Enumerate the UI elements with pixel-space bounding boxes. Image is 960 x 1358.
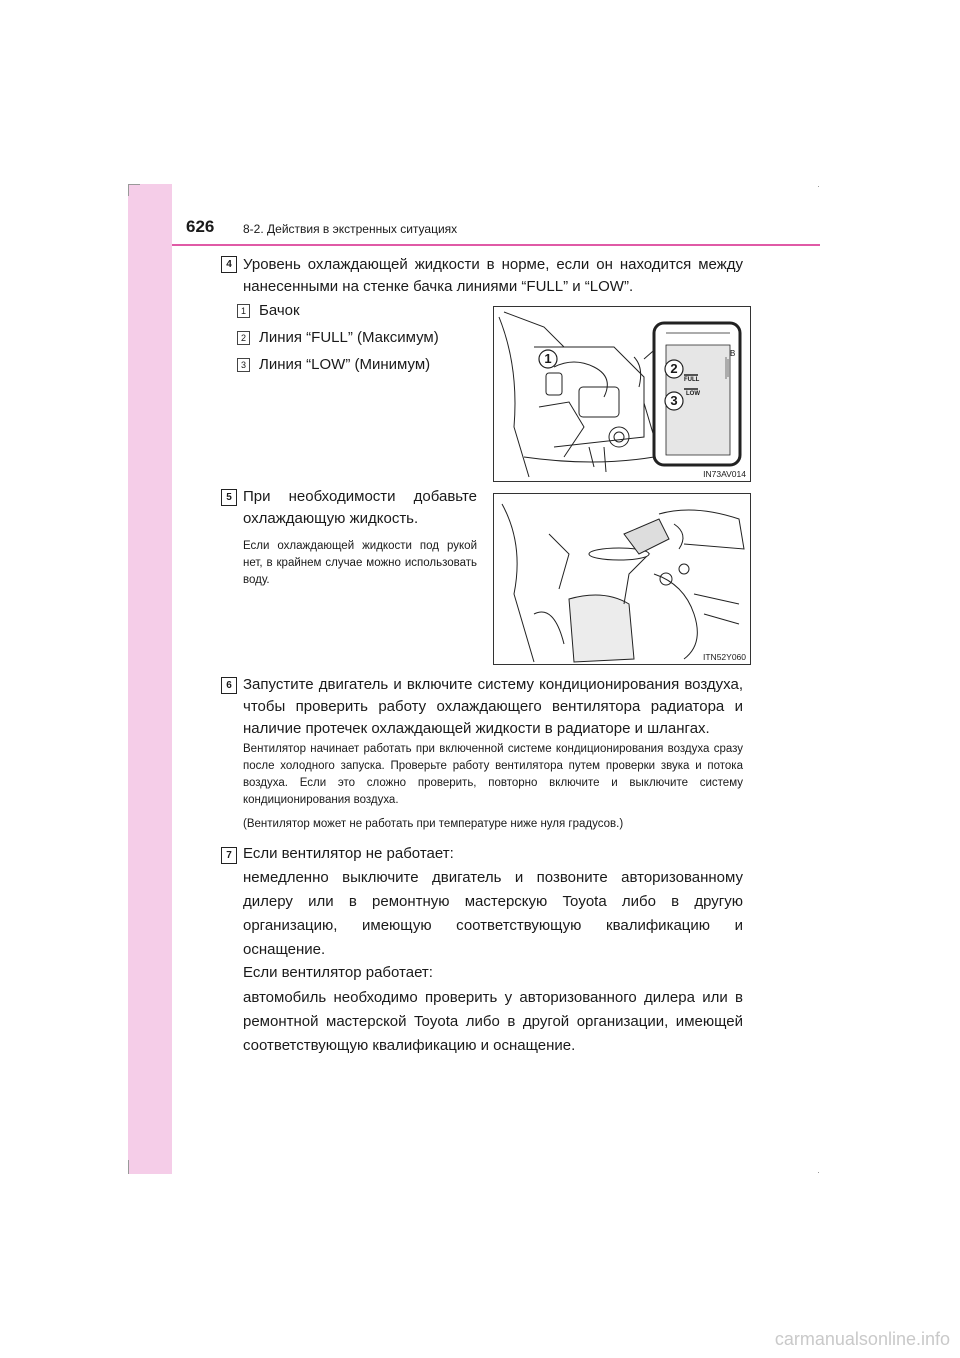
step-5-note: Если охлаждающей жидкости под рукой нет, в крайнем случае можно использовать воду. [243,540,477,586]
tank-label-full: FULL [684,377,700,383]
callout-3: 3 [670,393,678,408]
watermark: carmanualsonline.info [774,1329,950,1349]
step-6-note: Вентилятор начинает работать при включенной системе кондиционирования воздуха сразу после холодного запуска. Проверьте работу вентилятора путем проверки звука и потока воздуха. Если это сложно проверить, повторно включите и выключите систему кондиционирования воздуха. [243,743,743,806]
item-2-label: Линия “FULL” (Максимум) [259,329,439,346]
step-5-badge: 5 [221,489,237,506]
crop-mark [128,1160,129,1174]
item-3-label: Линия “LOW” (Минимум) [259,356,431,373]
step-6-badge: 6 [221,677,237,694]
item-3-badge: 3 [237,358,250,372]
step-7-case2-text: автомобиль необходимо проверить у авторизованного дилера или в ремонтной мастерской Toyota либо в другой организации, имеющей соответствующую квалификацию и оснащение. [243,989,743,1054]
step-7-badge: 7 [221,847,237,864]
item-2-badge: 2 [237,331,250,345]
step-6-text: Запустите двигатель и включите систему кондиционирования воздуха, чтобы проверить работу охлаждающего вентилятора радиатора и наличие протечек охлаждающей жидкости в радиаторе и шлангах. [243,676,743,737]
step-4-badge: 4 [221,256,237,273]
tank-label-b: B [730,349,736,358]
step-7-case2-title: Если вентилятор работает: [243,964,433,981]
figure-add-coolant [493,493,751,665]
page-number: 626 [186,217,215,236]
step-5-text: При необходимости добавьте охлаждающую жидкость. [243,488,477,527]
figure-code: IN73AV014 [703,469,746,479]
section-title: 8-2. Действия в экстренных ситуациях [243,222,458,236]
crop-mark [128,184,140,185]
step-6-note-2: (Вентилятор может не работать при температуре ниже нуля градусов.) [243,818,624,830]
crop-mark [818,186,819,187]
crop-mark [128,184,129,196]
figure-code: ITN52Y060 [703,652,746,662]
step-4-text: Уровень охлаждающей жидкости в норме, если он находится между нанесенными на стенке бачка линиями “FULL” и “LOW”. [243,256,743,295]
side-tab-bar [128,184,172,1174]
callout-2: 2 [670,361,678,376]
tank-label-low: LOW [686,391,700,397]
engine-bay-illustration [494,307,750,481]
item-1-badge: 1 [237,304,250,318]
step-7-case1-text: немедленно выключите двигатель и позвоните авторизованному дилеру или в ремонтную мастерскую Toyota либо в другую организацию, имеющую соответствующую квалификацию и оснащение. [243,869,743,958]
header-rule [172,244,820,246]
filling-illustration [494,494,750,664]
callout-1: 1 [544,351,552,366]
item-1-label: Бачок [259,302,300,319]
crop-mark [818,1172,819,1173]
figure-coolant-tank [493,306,751,482]
step-7-case1-title: Если вентилятор не работает: [243,845,454,862]
